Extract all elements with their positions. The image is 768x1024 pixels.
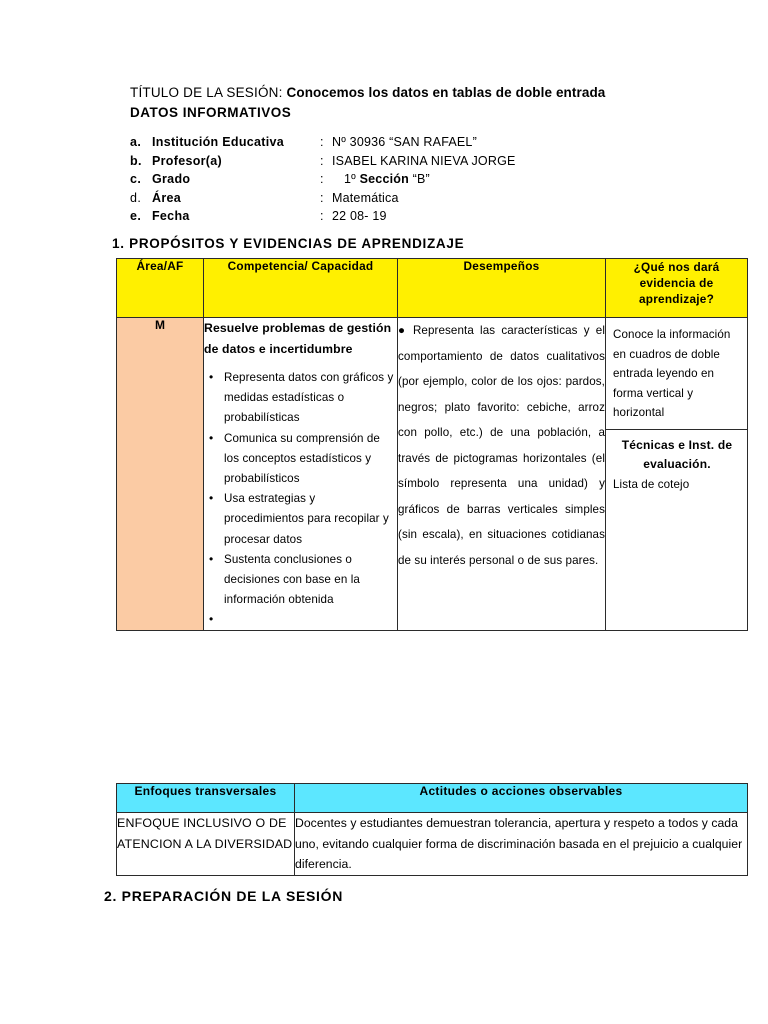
- column-header-area: Área/AF: [117, 259, 204, 318]
- informative-data-list: [130, 133, 516, 226]
- list-item: [130, 207, 516, 226]
- column-header-evidencia: ¿Qué nos dará evidencia de aprendizaje?: [606, 259, 748, 318]
- grado-value: 1º: [344, 172, 356, 186]
- item-label: Grado: [152, 172, 191, 186]
- list-item: [130, 152, 516, 171]
- document-header: [130, 84, 750, 226]
- cell-actitudes-observables: Docentes y estudiantes demuestran tolerancia, apertura y respeto a todos y cada uno, evitando cualquier forma de discriminación basada en el prejuicio a cualquier diferencia.: [295, 813, 748, 876]
- item-value: ISABEL KARINA NIEVA JORGE: [332, 153, 516, 168]
- table-header-row: [117, 259, 748, 318]
- list-item: • Usa estrategias y procedimientos para recopilar y procesar datos: [224, 489, 397, 550]
- session-title-label: TÍTULO DE LA SESIÓN:: [130, 85, 283, 100]
- item-letter: a.: [130, 135, 142, 149]
- list-item: [130, 170, 516, 189]
- section-2-heading: 2. PREPARACIÓN DE LA SESIÓN: [104, 888, 344, 904]
- list-item: • Representa datos con gráficos y medidas estadísticas o probabilísticas: [224, 368, 397, 429]
- item-letter: b.: [130, 153, 142, 168]
- item-separator: :: [320, 190, 324, 205]
- list-item: [130, 189, 516, 208]
- item-separator: :: [320, 153, 324, 168]
- item-value: [332, 170, 516, 189]
- item-letter: c.: [130, 172, 142, 186]
- item-value: 22 08- 19: [332, 209, 387, 223]
- column-header-enfoques: Enfoques transversales: [117, 784, 295, 813]
- list-item: • Comunica su comprensión de los conceptos estadísticos y probabilísticos: [224, 429, 397, 490]
- item-separator: :: [320, 135, 324, 149]
- seccion-value: “B”: [412, 172, 430, 186]
- competencia-title: Resuelve problemas de gestión de datos e incertidumbre: [204, 321, 392, 356]
- desempenos-text: Representa las características y el comportamiento de datos cualitativos (por ejemplo, color de los ojos: pardos, negros; plato favorito: cebiche, arroz con pollo, etc.) de una población, a través de pictogramas horizontales (el símbolo representa una unidad) y gráficos de barras verticales simples (sin escala), en situaciones cotidianas de su interés personal o de sus pares.: [398, 324, 606, 567]
- evidencia-description: Conoce la información en cuadros de doble entrada leyendo en forma vertical y horizontal: [606, 318, 747, 430]
- list-item: [130, 133, 516, 152]
- capacidades-list: [204, 368, 397, 630]
- evidencia-tecnicas-block: [606, 430, 747, 501]
- table-header-row: [117, 784, 748, 813]
- propositos-evidencias-table: [116, 258, 748, 631]
- datos-informativos-heading: DATOS INFORMATIVOS: [130, 105, 292, 120]
- item-label: Profesor(a): [152, 153, 222, 168]
- item-letter: e.: [130, 209, 142, 223]
- column-header-desempenos: Desempeños: [398, 259, 606, 318]
- list-item: • Sustenta conclusiones o decisiones con base en la información obtenida: [224, 550, 397, 611]
- enfoques-transversales-table: [116, 783, 748, 876]
- table-row: [117, 318, 748, 631]
- seccion-label: Sección: [359, 172, 409, 186]
- item-label: Institución Educativa: [152, 135, 285, 149]
- instrumento-evaluacion: Lista de cotejo: [613, 477, 690, 491]
- column-header-actitudes: Actitudes o acciones observables: [295, 784, 748, 813]
- item-value: Nº 30936 “SAN RAFAEL”: [332, 135, 477, 149]
- table-row: [117, 813, 748, 876]
- item-separator: :: [320, 209, 324, 223]
- item-value: Matemática: [332, 190, 399, 205]
- column-header-competencia: Competencia/ Capacidad: [204, 259, 398, 318]
- cell-evidencia: [606, 318, 748, 631]
- cell-competencia: [204, 318, 398, 631]
- item-label: Fecha: [152, 209, 190, 223]
- bullet-icon: ●: [398, 324, 408, 337]
- item-label: Área: [152, 190, 181, 205]
- section-1-heading: 1. PROPÓSITOS Y EVIDENCIAS DE APRENDIZAJE: [112, 236, 465, 251]
- session-title-value: Conocemos los datos en tablas de doble entrada: [286, 85, 606, 100]
- tecnicas-instrumentos-title: Técnicas e Inst. de evaluación.: [621, 437, 733, 471]
- item-letter: d.: [130, 190, 142, 205]
- session-title-line: [130, 84, 750, 102]
- cell-enfoque-nombre: ENFOQUE INCLUSIVO O DE ATENCION A LA DIVERSIDAD: [117, 813, 295, 876]
- cell-desempenos: [398, 318, 606, 631]
- item-separator: :: [320, 172, 324, 186]
- cell-area-value: M: [117, 318, 204, 631]
- list-item-empty: [224, 610, 397, 630]
